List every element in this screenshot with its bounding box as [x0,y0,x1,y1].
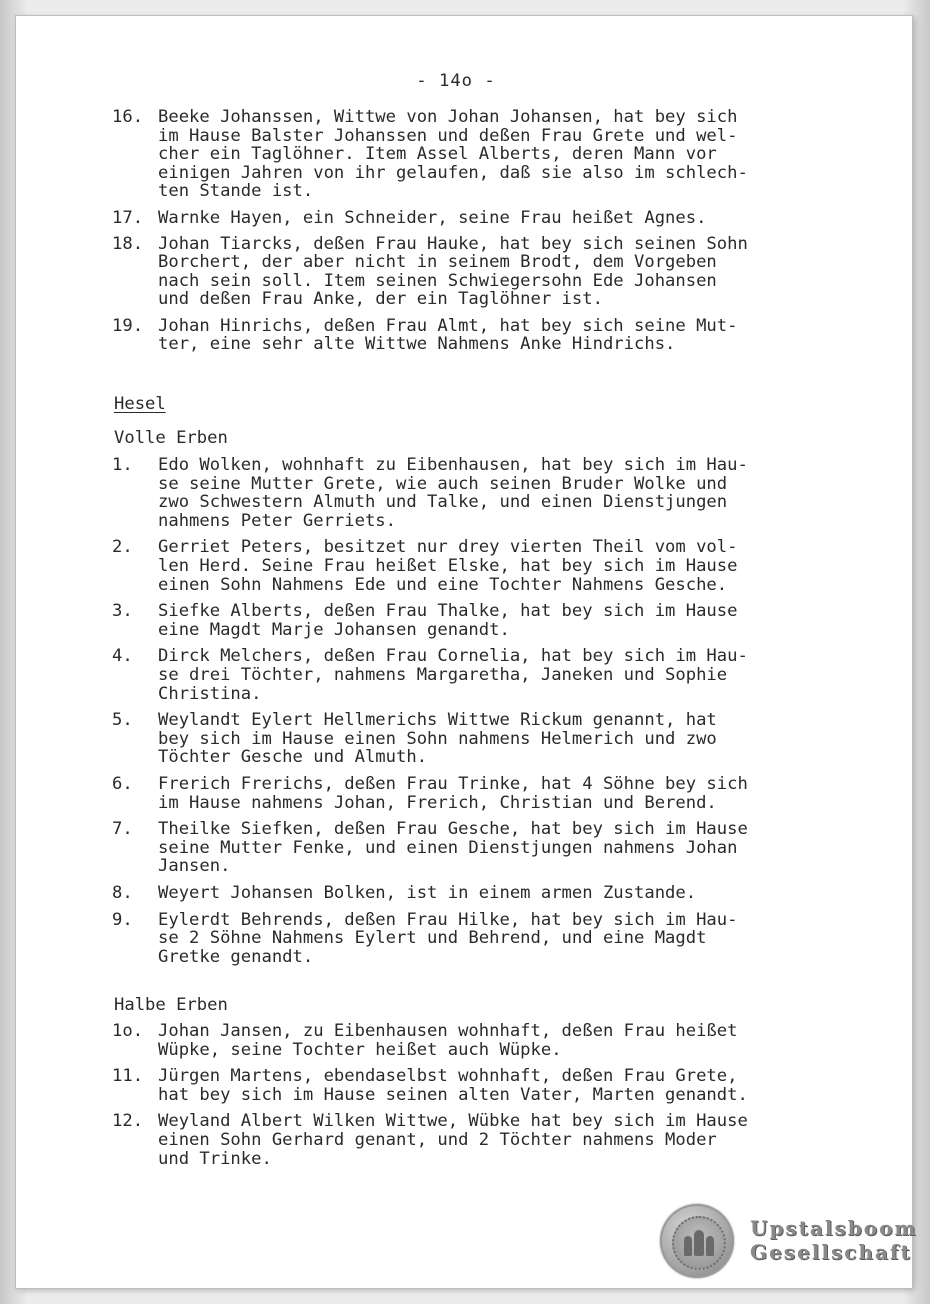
entry-line: im Hause Balster Johanssen und deßen Frau Grete und wel- [158,125,738,146]
entry-number: 16. [112,107,144,127]
list-entry [16,820,896,876]
entry-line: Borchert, der aber nicht in seinem Brodt, dem Vorgeben [158,252,717,273]
entry-line: Töchter Gesche und Almuth. [158,747,428,768]
entry-line: seine Mutter Fenke, und einen Dienstjungen nahmens Johan [158,837,738,858]
entry-line: Dirck Melchers, deßen Frau Cornelia, hat bey sich im Hau- [158,646,748,667]
entry-number: 4. [112,646,133,667]
entry-line: ter, eine sehr alte Wittwe Nahmens Anke Hindrichs. [158,334,676,355]
entry-line: Christina. [158,683,262,704]
entry-line: und deßen Frau Anke, der ein Taglöhner ist. [158,289,603,310]
list-entry [16,775,896,812]
entry-number: 11. [112,1066,144,1087]
entry-number: 8. [112,883,133,903]
entry-line: Eylerdt Behrends, deßen Frau Hilke, hat bey sich im Hau- [158,909,738,930]
entry-line: Johan Tiarcks, deßen Frau Hauke, hat bey sich seinen Sohn [158,233,748,254]
entry-line: Theilke Siefken, deßen Frau Gesche, hat bey sich im Hause [158,819,748,840]
entry-number: 3. [112,601,133,622]
entry-line: Beeke Johanssen, Wittwe von Johan Johansen, hat bey sich [158,107,738,127]
entry-line: eine Magdt Marje Johansen genandt. [158,619,510,640]
entry-number: 17. [112,207,144,228]
list-entry [16,456,896,530]
entry-number: 1o. [112,1021,144,1041]
entry-number: 12. [112,1111,144,1132]
entry-line: einen Sohn Gerhard genant, und 2 Töchter nahmens Moder [158,1129,717,1150]
entry-number: 19. [112,315,144,336]
branding-line-2: Gesellschaft [750,1240,912,1264]
entry-line: einen Sohn Nahmens Ede und eine Tochter Nahmens Gesche. [158,574,728,595]
entry-line: Warnke Hayen, ein Schneider, seine Frau heißet Agnes. [158,207,707,228]
entry-line: se seine Mutter Grete, wie auch seinen Bruder Wolke und [158,473,728,494]
society-seal-icon [660,1204,734,1278]
entry-line: Johan Hinrichs, deßen Frau Almt, hat bey sich seine Mut- [158,315,738,336]
entry-line: Jansen. [158,856,231,877]
entry-line: Frerich Frerichs, deßen Frau Trinke, hat 4 Söhne bey sich [158,774,748,794]
entry-line: nach sein soll. Item seinen Schwiegersohn Ede Johansen [158,270,717,291]
document-page [16,16,918,1288]
entry-number: 1. [112,455,133,475]
entry-line: hat bey sich im Hause seinen alten Vater, Marten genandt. [158,1084,748,1105]
entry-number: 5. [112,710,133,731]
list-entry [16,647,896,703]
entry-line: Edo Wolken, wohnhaft zu Eibenhausen, hat bey sich im Hau- [158,455,748,475]
list-entry [16,108,896,201]
entry-number: 2. [112,537,133,558]
subsection-volle-erben: Volle Erben [114,428,228,448]
entry-line: einigen Jahren von ihr gelaufen, daß sie also im schlech- [158,162,748,183]
list-entry [16,884,896,903]
list-entry [16,538,896,594]
entry-line: ten Stande ist. [158,181,314,202]
entry-line: se drei Töchter, nahmens Margaretha, Janeken und Sophie [158,664,728,685]
subsection-halbe-erben: Halbe Erben [114,995,228,1015]
entry-line: Weyland Albert Wilken Wittwe, Wübke hat bey sich im Hause [158,1111,748,1132]
entry-line: len Herd. Seine Frau heißet Elske, hat bey sich im Hause [158,555,738,576]
entry-line: Jürgen Martens, ebendaselbst wohnhaft, deßen Frau Grete, [158,1066,738,1087]
section-title-hesel: Hesel [114,394,166,414]
entry-number: 9. [112,909,133,930]
entry-line: und Trinke. [158,1148,272,1169]
list-entry [16,1067,896,1104]
entry-line: Johan Jansen, zu Eibenhausen wohnhaft, deßen Frau heißet [158,1021,738,1041]
list-entry [16,1112,896,1168]
list-entry [16,317,896,354]
entry-line: Gretke genandt. [158,946,314,967]
entry-line: Weylandt Eylert Hellmerichs Wittwe Rickum genannt, hat [158,710,717,731]
list-entry [16,602,896,639]
entry-line: cher ein Taglöhner. Item Assel Alberts, deren Mann vor [158,144,717,165]
list-entry [16,911,896,967]
entry-number: 6. [112,774,133,794]
entry-line: im Hause nahmens Johan, Frerich, Christian und Berend. [158,792,717,813]
entry-number: 7. [112,819,133,840]
entry-line: Siefke Alberts, deßen Frau Thalke, hat bey sich im Hause [158,601,738,622]
entry-line: Gerriet Peters, besitzet nur drey vierten Theil vom vol- [158,537,738,558]
list-entry [16,1022,896,1059]
page-number: - 14o - [416,71,496,91]
list-entry [16,209,896,228]
entry-line: zwo Schwestern Almuth und Talke, und einen Dienstjungen [158,492,728,513]
entry-line: nahmens Peter Gerriets. [158,510,396,531]
branding-line-1: Upstalsboom [750,1216,918,1240]
entry-line: se 2 Söhne Nahmens Eylert und Behrend, und eine Magdt [158,928,707,949]
entry-line: Weyert Johansen Bolken, ist in einem armen Zustande. [158,883,697,903]
entry-line: bey sich im Hause einen Sohn nahmens Helmerich und zwo [158,728,717,749]
list-entry [16,711,896,767]
entry-line: Wüpke, seine Tochter heißet auch Wüpke. [158,1039,562,1060]
branding-logo [750,1216,918,1264]
list-entry [16,235,896,309]
entry-number: 18. [112,233,144,254]
